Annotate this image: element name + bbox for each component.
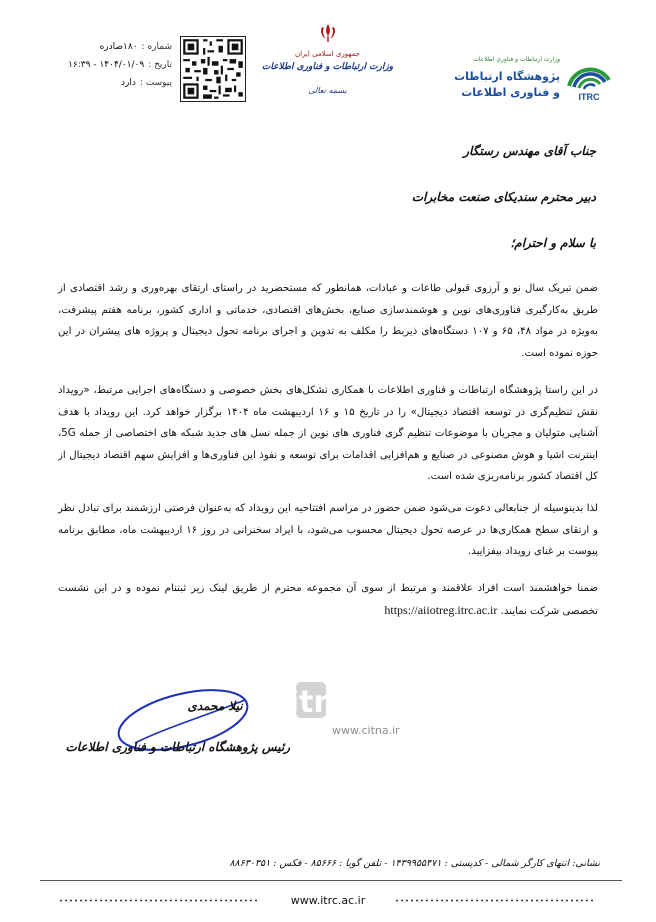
letter-number-row <box>52 38 172 56</box>
letter-date-label: تاریخ : <box>148 60 172 70</box>
recipient-position: دبیر محترم سندیکای صنعت مخابرات <box>411 190 596 204</box>
itrc-logo-text: ITRC <box>578 92 600 102</box>
paragraph-2-text: در این راستا پژوهشگاه ارتباطات و فناوری اطلاعات با همکاری تشکل‌های بخش خصوصی و دستگاه‌های اجرایی مرتبط، «رویداد نقش تنظیم‌گری در توسعه اقتصاد دیجیتال» را در تاریخ ۱۵ و ۱۶ اردیبهشت ماه ۱۴۰۴ برگزار خواهد کرد. این رویداد با هدف آشنایی متولیان و مجریان با موضوعات تنظیم گری فناوری های نوین از جمله نسل های جدید شبکه های اختصاصی از جمله 5G، اینترنت اشیا و هوش مصنوعی در صنایع و هم‌افزایی اقدامات برای توسعه و نفوذ این فناوری‌ها و افزایش سهم اقتصاد دیجیتال از کل اقتصاد کشور برنامه‌ریزی شده است. <box>58 385 599 482</box>
body-paragraph-1 <box>58 278 598 364</box>
body-paragraph-3 <box>58 498 598 563</box>
emblem-icon <box>317 22 339 44</box>
letter-attachment-row <box>52 74 172 92</box>
paragraph-3-text: لذا بدینوسیله از جنابعالی دعوت می‌شود ضمن حضور در مراسم افتتاحیه این رویداد که به‌عنوان فرصتی ارزشمند برای تبادل نظر و ارتقای سطح همکاری‌ها در عرصه تحول دیجیتال محسوب می‌شود، با ایراد سخنرانی در روز ۱۶ اردیبهشت ماه، مطابق برنامه پیوست بر غنای رویداد بیفزایید. <box>58 503 598 557</box>
registration-link[interactable]: https://aiiotreg.itrc.ac.ir <box>384 602 498 617</box>
recipient-name: جناب آقای مهندس رستگار <box>463 144 596 158</box>
ministry-header <box>255 22 400 95</box>
signer-title: رئیس پژوهشگاه ارتباطات و فناوری اطلاعات <box>65 740 290 754</box>
letter-number-value: ۱۸۰صادره <box>99 42 138 52</box>
itrc-logo-icon <box>563 56 615 102</box>
greeting: با سلام و احترام؛ <box>510 236 596 250</box>
watermark-url: www.citna.ir <box>332 724 400 737</box>
ministry-name: وزارت ارتباطات و فناوری اطلاعات <box>261 62 394 72</box>
itrc-name-line2: و فناوری اطلاعات <box>461 86 560 99</box>
letter-meta <box>52 38 172 92</box>
signature-scribble-icon <box>65 688 295 788</box>
itrc-name-line1: پژوهشگاه ارتباطات <box>454 70 560 83</box>
paragraph-1-text: ضمن تبریک سال نو و آرزوی قبولی طاعات و عبادات، همانطور که مستحضرید در راستای ارتقای بهره‌وری و رشد اقتصادی از طریق به‌کارگیری فناوری‌های نوین و هوشمندسازی صنایع، بخش‌های اقتصادی، خدماتی و اداری کشور، برنامه هفتم پیشرفت، به‌ویژه در مواد ۴۸، ۶۵ و ۱۰۷ دستگاه‌های ذیربط را مکلف به تدوین و اجرای برنامه تحول دیجیتال و پروژه های پیشران در این حوزه نموده است. <box>58 283 598 359</box>
citna-watermark-icon <box>270 680 416 750</box>
itrc-header <box>455 56 615 106</box>
itrc-ministry-line: وزارت ارتباطات و فناوری اطلاعات <box>473 56 560 63</box>
body-paragraph-2 <box>58 380 598 488</box>
citna-logo-text: citna <box>270 685 356 720</box>
letter-number-label: شماره : <box>141 42 172 52</box>
qr-code-icon <box>180 36 246 102</box>
signed-name: نیلا محمدی <box>187 699 243 713</box>
footer-address: نشانی: انتهای کارگر شمالی - کدپستی : ۱۴۳۹۹۵۵۴۷۱ - تلفن گویا : ۸۵۶۶۶ - فکس : ۸۸۶۳۰۳۵۱ <box>229 858 600 869</box>
ministry-country-line: جمهوری اسلامی ایران <box>295 50 360 58</box>
paragraph-4-text: ضمنا خواهشمند است افراد علاقمند و مرتبط از سوی آن مجموعه محترم از طریق لینک زیر ثبتنام نموده و در این نشست تخصصی شرکت نمایند. <box>58 583 598 617</box>
letter-date-value: ۱۴۰۴/۰۱/۰۹ - ۱۶:۳۹ <box>68 60 145 70</box>
footer-divider <box>40 880 622 881</box>
footer-website[interactable]: www.itrc.ac.ir <box>290 894 366 907</box>
letter-attachment-value: دارد <box>120 78 136 88</box>
footer-dots-right <box>396 899 596 902</box>
letter-date-row <box>52 56 172 74</box>
body-paragraph-4 <box>58 578 598 622</box>
letter-attachment-label: پیوست : <box>139 78 172 88</box>
basmala-line: بسمه تعالی <box>308 86 347 95</box>
